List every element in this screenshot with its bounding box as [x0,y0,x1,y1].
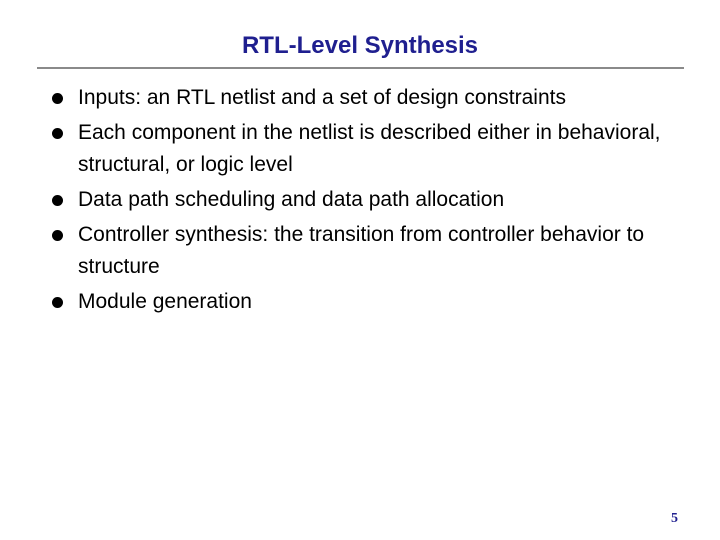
title-divider [37,67,684,69]
bullet-dot-icon [52,297,63,308]
bullet-dot-icon [52,230,63,241]
bullet-text: Module generation [78,290,252,313]
bullet-dot-icon [52,93,63,104]
bullet-item [47,286,687,318]
bullet-item [47,117,687,181]
page-number: 5 [671,511,678,526]
bullet-text: Each component in the netlist is described either in behavioral, structural, or logic level [78,121,661,176]
bullet-item [47,82,687,114]
bullet-text: Controller synthesis: the transition from controller behavior to structure [78,223,645,278]
bullet-item [47,219,687,283]
bullet-list [47,82,687,321]
slide-title: RTL-Level Synthesis [241,32,479,59]
bullet-text: Data path scheduling and data path allocation [78,188,505,211]
bullet-text: Inputs: an RTL netlist and a set of design constraints [78,86,566,109]
bullet-dot-icon [52,128,63,139]
bullet-dot-icon [52,195,63,206]
bullet-item [47,184,687,216]
